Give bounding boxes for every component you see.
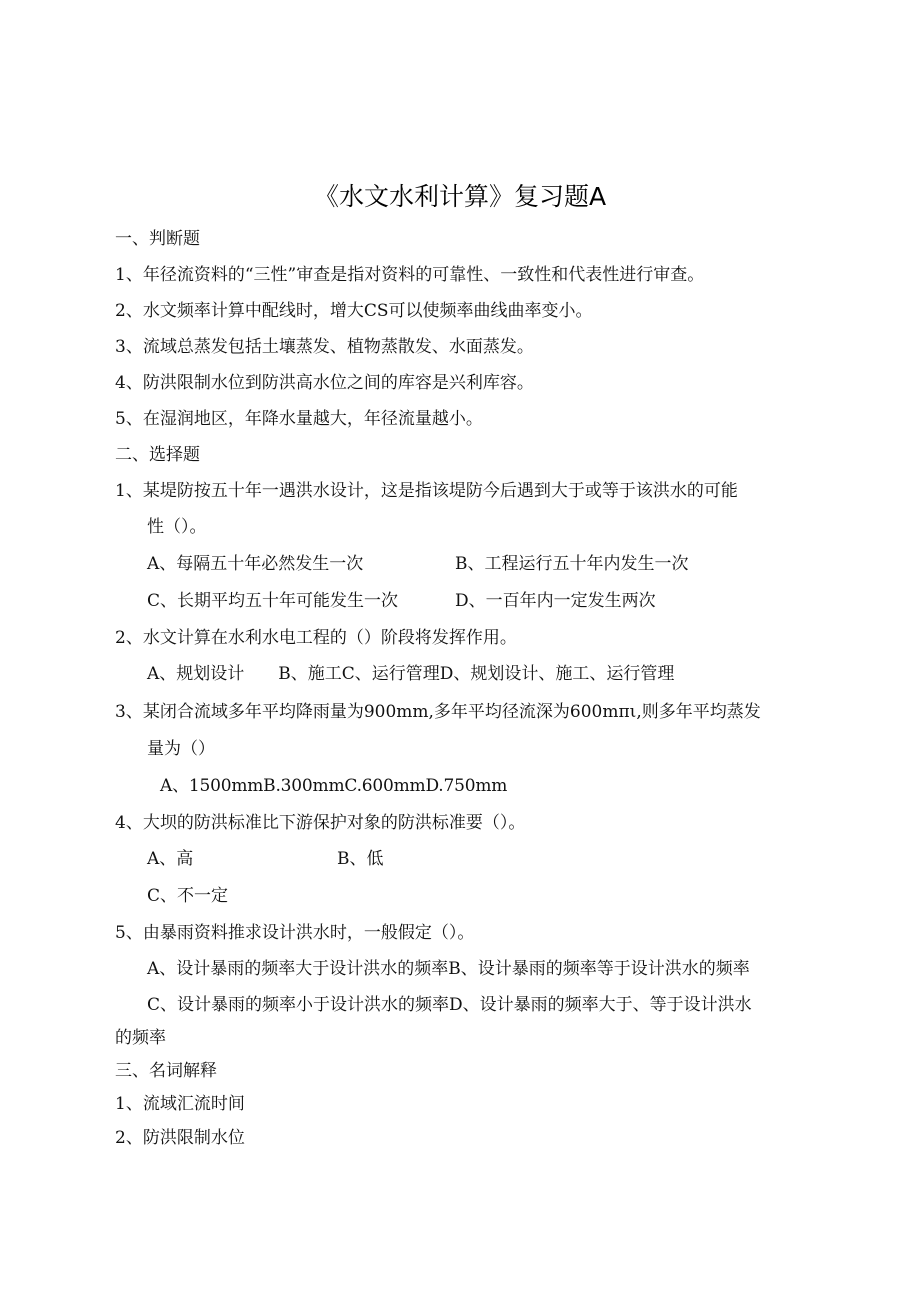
tf-question-4: 4、防洪限制水位到防洪高水位之间的库容是兴利库容。 [115,373,534,393]
mc-question-4: 4、大坝的防洪标准比下游保护对象的防洪标准要（）。 [115,813,526,833]
mc-q1-option-a: A、每隔五十年必然发生一次 [147,554,364,574]
mc-q2-options: A、规划设计 B、施工C、运行管理D、规划设计、施工、运行管理 [147,664,675,684]
mc-question-5: 5、由暴雨资料推求设计洪水时，一般假定（）。 [115,923,475,943]
mc-question-2: 2、水文计算在水利水电工程的（）阶段将发挥作用。 [115,628,517,648]
mc-q5-options-cd-cont: 的频率 [115,1028,166,1048]
tf-question-5: 5、在湿润地区，年降水量越大，年径流量越小。 [115,409,483,429]
definition-1: 1、流域汇流时间 [115,1094,245,1114]
mc-question-3-line2: 量为（） [147,739,215,759]
mc-q1-option-d: D、一百年内一定发生两次 [455,591,656,611]
mc-q3-options: A、1500mmB.300mmC.600mmD.750mm [160,776,508,796]
mc-q1-option-c: C、长期平均五十年可能发生一次 [147,591,399,611]
definition-2: 2、防洪限制水位 [115,1128,245,1148]
mc-q4-option-c: C、不一定 [147,886,229,906]
tf-question-2: 2、水文频率计算中配线时，增大CS可以使频率曲线曲率变小。 [115,301,593,321]
mc-q5-options-cd: C、设计暴雨的频率小于设计洪水的频率D、设计暴雨的频率大于、等于设计洪水 [147,995,752,1015]
mc-q5-options-ab: A、设计暴雨的频率大于设计洪水的频率B、设计暴雨的频率等于设计洪水的频率 [147,959,750,979]
mc-question-1-line1: 1、某堤防按五十年一遇洪水设计，这是指该堤防今后遇到大于或等于该洪水的可能 [115,481,738,501]
mc-q4-option-b: B、低 [337,849,384,869]
tf-question-1: 1、年径流资料的“三性”审查是指对资料的可靠性、一致性和代表性进行审查。 [115,265,705,285]
document-title: 《水文水利计算》复习题A [313,182,607,211]
section-heading-multiple-choice: 二、选择题 [115,445,200,465]
mc-question-3-line1: 3、某闭合流域多年平均降雨量为900mm,多年平均径流深为600mπι,则多年平均蒸发 [115,702,761,722]
section-heading-definitions: 三、名词解释 [115,1061,217,1081]
section-heading-true-false: 一、判断题 [115,229,200,249]
mc-q4-option-a: A、高 [147,849,194,869]
tf-question-3: 3、流域总蒸发包括土壤蒸发、植物蒸散发、水面蒸发。 [115,337,534,357]
mc-question-1-line2: 性（）。 [147,517,207,537]
mc-q1-option-b: B、工程运行五十年内发生一次 [455,554,689,574]
